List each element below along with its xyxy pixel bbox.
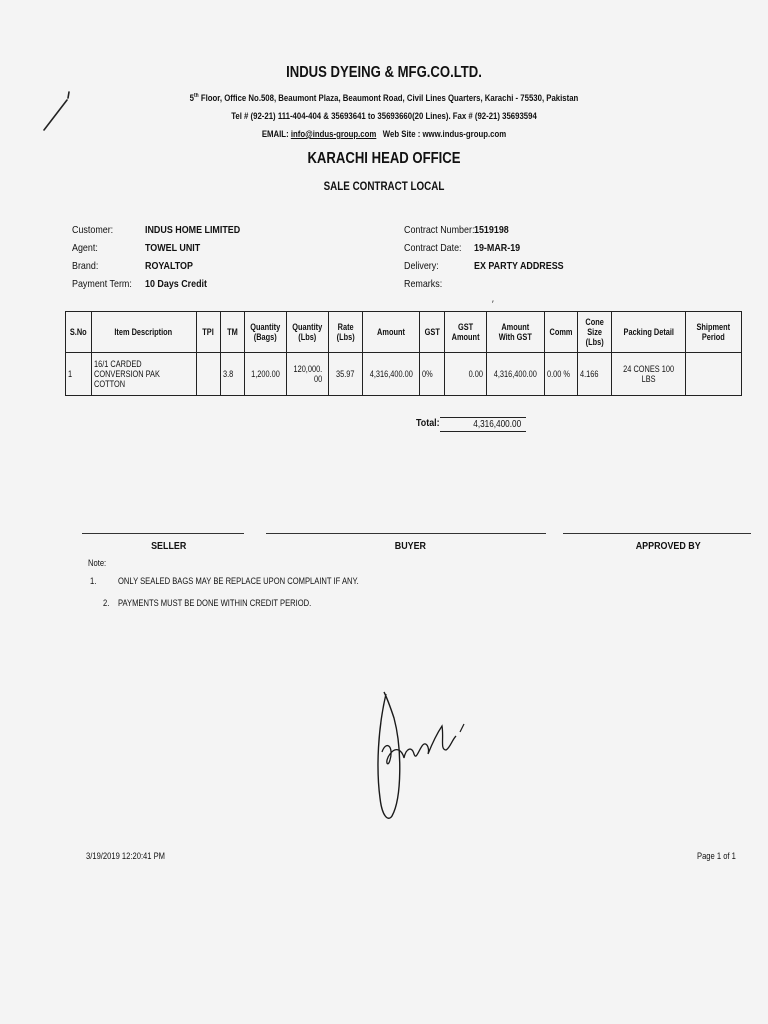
col-header: Rate (Lbs) — [328, 312, 362, 353]
company-name: INDUS DYEING & MFG.CO.LTD. — [286, 64, 482, 81]
col-header: TPI — [196, 312, 221, 353]
cell-tm: 3.8 — [221, 353, 245, 396]
cell-gst-amount: 0.00 — [445, 353, 487, 396]
brand-value: ROYALTOP — [145, 260, 193, 272]
note-text-1: ONLY SEALED BAGS MAY BE REPLACE UPON COMPLAINT IF ANY. — [118, 576, 359, 587]
cell-amount: 4,316,400.00 — [362, 353, 420, 396]
website-text: Web Site : www.indus-group.com — [382, 129, 507, 140]
customer-value: INDUS HOME LIMITED — [145, 224, 241, 236]
tick-mark: ′ — [492, 299, 494, 309]
cell-description: 16/1 CARDED CONVERSION PAK COTTON — [91, 353, 196, 396]
col-header: Quantity (Bags) — [245, 312, 287, 353]
address-line-1: 5th Floor, Office No.508, Beaumont Plaza, Beaumont Road, Civil Lines Quarters, Karachi - 75530, Pakistan — [189, 93, 579, 105]
contract-date-label: Contract Date: — [404, 242, 462, 254]
cell-qty-bags: 1,200.00 — [245, 353, 287, 396]
document-title: SALE CONTRACT LOCAL — [323, 179, 445, 193]
agent-value: TOWEL UNIT — [145, 242, 201, 254]
customer-label: Customer: — [72, 224, 114, 236]
contract-date-value: 19-MAR-19 — [474, 242, 521, 254]
col-header: Amount With GST — [487, 312, 545, 353]
note-number-1: 1. — [90, 576, 97, 587]
table-header-row — [66, 312, 742, 353]
col-header: GST — [420, 312, 445, 353]
agent-label: Agent: — [72, 242, 98, 254]
handwritten-signature — [372, 688, 472, 828]
cell-qty-lbs: 120,000.00 — [287, 353, 329, 396]
cell-amount-with-gst: 4,316,400.00 — [487, 353, 545, 396]
payment-term-label: Payment Term: — [72, 278, 132, 290]
cell-shipment — [686, 353, 742, 396]
note-title: Note: — [88, 558, 107, 569]
cell-comm: 0.00 % — [544, 353, 577, 396]
total-label: Total: — [416, 417, 440, 429]
remarks-label: Remarks: — [404, 278, 443, 290]
page-number: Page 1 of 1 — [697, 851, 736, 862]
cell-cone-size: 4.166 — [577, 353, 611, 396]
col-header: Amount — [362, 312, 420, 353]
col-header: S.No — [66, 312, 92, 353]
payment-term-value: 10 Days Credit — [145, 278, 208, 290]
approver-signature-line — [563, 533, 751, 534]
delivery-label: Delivery: — [404, 260, 439, 272]
buyer-label: BUYER — [394, 540, 427, 552]
col-header: GST Amount — [445, 312, 487, 353]
col-header: Item Description — [91, 312, 196, 353]
col-header: Comm — [544, 312, 577, 353]
note-text-2: PAYMENTS MUST BE DONE WITHIN CREDIT PERIOD. — [118, 598, 312, 609]
items-table — [65, 311, 742, 396]
address-line-2: Tel # (92-21) 111-404-404 & 35693641 to 35693660(20 Lines). Fax # (92-21) 35693594 — [231, 111, 537, 122]
col-header: TM — [221, 312, 245, 353]
col-header: Packing Detail — [612, 312, 686, 353]
cell-gst: 0% — [420, 353, 445, 396]
brand-label: Brand: — [72, 260, 99, 272]
seller-label: SELLER — [151, 540, 187, 552]
col-header: Cone Size (Lbs) — [577, 312, 611, 353]
contract-number-value: 1519198 — [474, 224, 509, 236]
table-row — [66, 353, 742, 396]
col-header: Shipment Period — [686, 312, 742, 353]
col-header: Quantity (Lbs) — [287, 312, 329, 353]
approved-by-label: APPROVED BY — [635, 540, 701, 552]
cell-tpi — [196, 353, 221, 396]
contact-line: EMAIL: info@indus-group.com Web Site : www.indus-group.com — [261, 129, 507, 140]
cell-packing: 24 CONES 100 LBS — [612, 353, 686, 396]
office-title: KARACHI HEAD OFFICE — [307, 150, 461, 167]
contract-number-label: Contract Number: — [404, 224, 475, 236]
note-number-2: 2. — [103, 598, 110, 609]
delivery-value: EX PARTY ADDRESS — [474, 260, 564, 272]
total-value: 4,316,400.00 — [440, 417, 526, 432]
cell-sno: 1 — [66, 353, 92, 396]
buyer-signature-line — [266, 533, 546, 534]
email-link[interactable]: info@indus-group.com — [290, 129, 377, 140]
seller-signature-line — [82, 533, 244, 534]
cell-rate: 35.97 — [328, 353, 362, 396]
print-timestamp: 3/19/2019 12:20:41 PM — [86, 851, 166, 862]
